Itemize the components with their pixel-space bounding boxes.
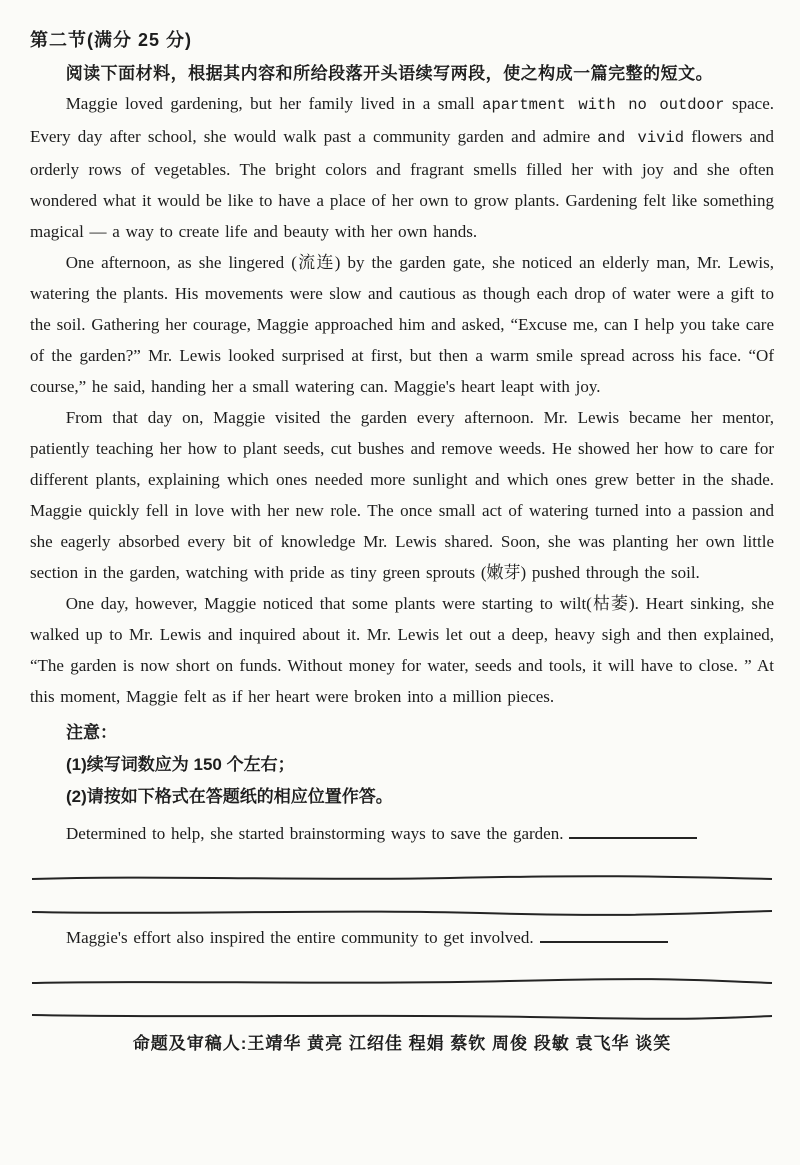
answer-line: [30, 977, 774, 987]
opener-text: Maggie's effort also inspired the entire community to get involved.: [66, 928, 534, 947]
notes-label: 注意：: [66, 723, 117, 742]
answer-line: [30, 907, 774, 917]
story-paragraph-3: From that day on, Maggie visited the garden every afternoon. Mr. Lewis became her mentor, patiently teaching her how to plant seeds, cut bushes and remove weeds. He showed her how to care for different plants, explaining which ones needed more sunlight and which ones grew better in the shade. Maggie quickly fell in love with her new role. The once small act of watering turned into a passion and she eagerly absorbed every bit of knowledge Mr. Lewis shared. Soon, she was planting her own little section in the garden, watching with pride as tiny green sprouts (嫩芽) pushed through the soil.: [30, 408, 774, 582]
story-paragraph-1: [30, 88, 774, 247]
text-run-typewriter: and vivid: [597, 129, 685, 147]
text-run-typewriter: apartment with no outdoor: [482, 96, 725, 114]
answer-line: [30, 1011, 774, 1021]
text-run: Maggie loved gardening, but her family lived in a small: [65, 94, 483, 113]
answer-line: [30, 873, 774, 883]
story-paragraph-4: One day, however, Maggie noticed that some plants were starting to wilt(枯萎). Heart sinking, she walked up to Mr. Lewis and inquired about it. Mr. Lewis let out a deep, heavy sigh and then explained, “The garden is now short on funds. Without money for water, seeds and tools, it will have to close. ” At this moment, Maggie felt as if her heart were broken into a million pieces.: [30, 594, 774, 706]
story-paragraph-2: One afternoon, as she lingered (流连) by the garden gate, she noticed an elderly man, Mr. Lewis, watering the plants. His movements were slow and cautious as though each drop of water were a gift to the soil. Gathering her courage, Maggie approached him and asked, “Excuse me, can I help you take care of the garden?” Mr. Lewis looked surprised at first, but then a warm smile spread across his face. “Of course,” he said, handing her a small watering can. Maggie's heart leapt with joy.: [30, 253, 774, 396]
text-run: flowers and orderly rows of vegetables. The bright colors and fragrant smells filled her with joy and she often wondered what it would be like to have a place of her own to grow plants. Gardening felt like something magical — a way to create life and beauty with her own hands.: [30, 127, 774, 241]
note-item-2: (2)请按如下格式在答题纸的相应位置作答。: [66, 787, 393, 806]
section-title: 第二节(满分 25 分): [30, 30, 193, 50]
answer-blank: [569, 823, 697, 839]
footer-credits: 命题及审稿人:王靖华 黄亮 江绍佳 程娟 蔡钦 周俊 段敏 袁飞华 谈笑: [132, 1034, 672, 1053]
instruction-text: 阅读下面材料，根据其内容和所给段落开头语续写两段，使之构成一篇完整的短文。: [65, 64, 714, 83]
opener-text: Determined to help, she started brainstorming ways to save the garden.: [66, 824, 564, 843]
paragraph-opener-1: [30, 819, 774, 849]
paragraph-opener-2: [30, 923, 774, 953]
text-run: space. Every day after school, she would walk past a community garden and admire: [30, 94, 774, 146]
note-item-1: (1)续写词数应为 150 个左右；: [66, 755, 295, 774]
answer-blank: [540, 927, 668, 943]
notes-block: [30, 717, 774, 813]
